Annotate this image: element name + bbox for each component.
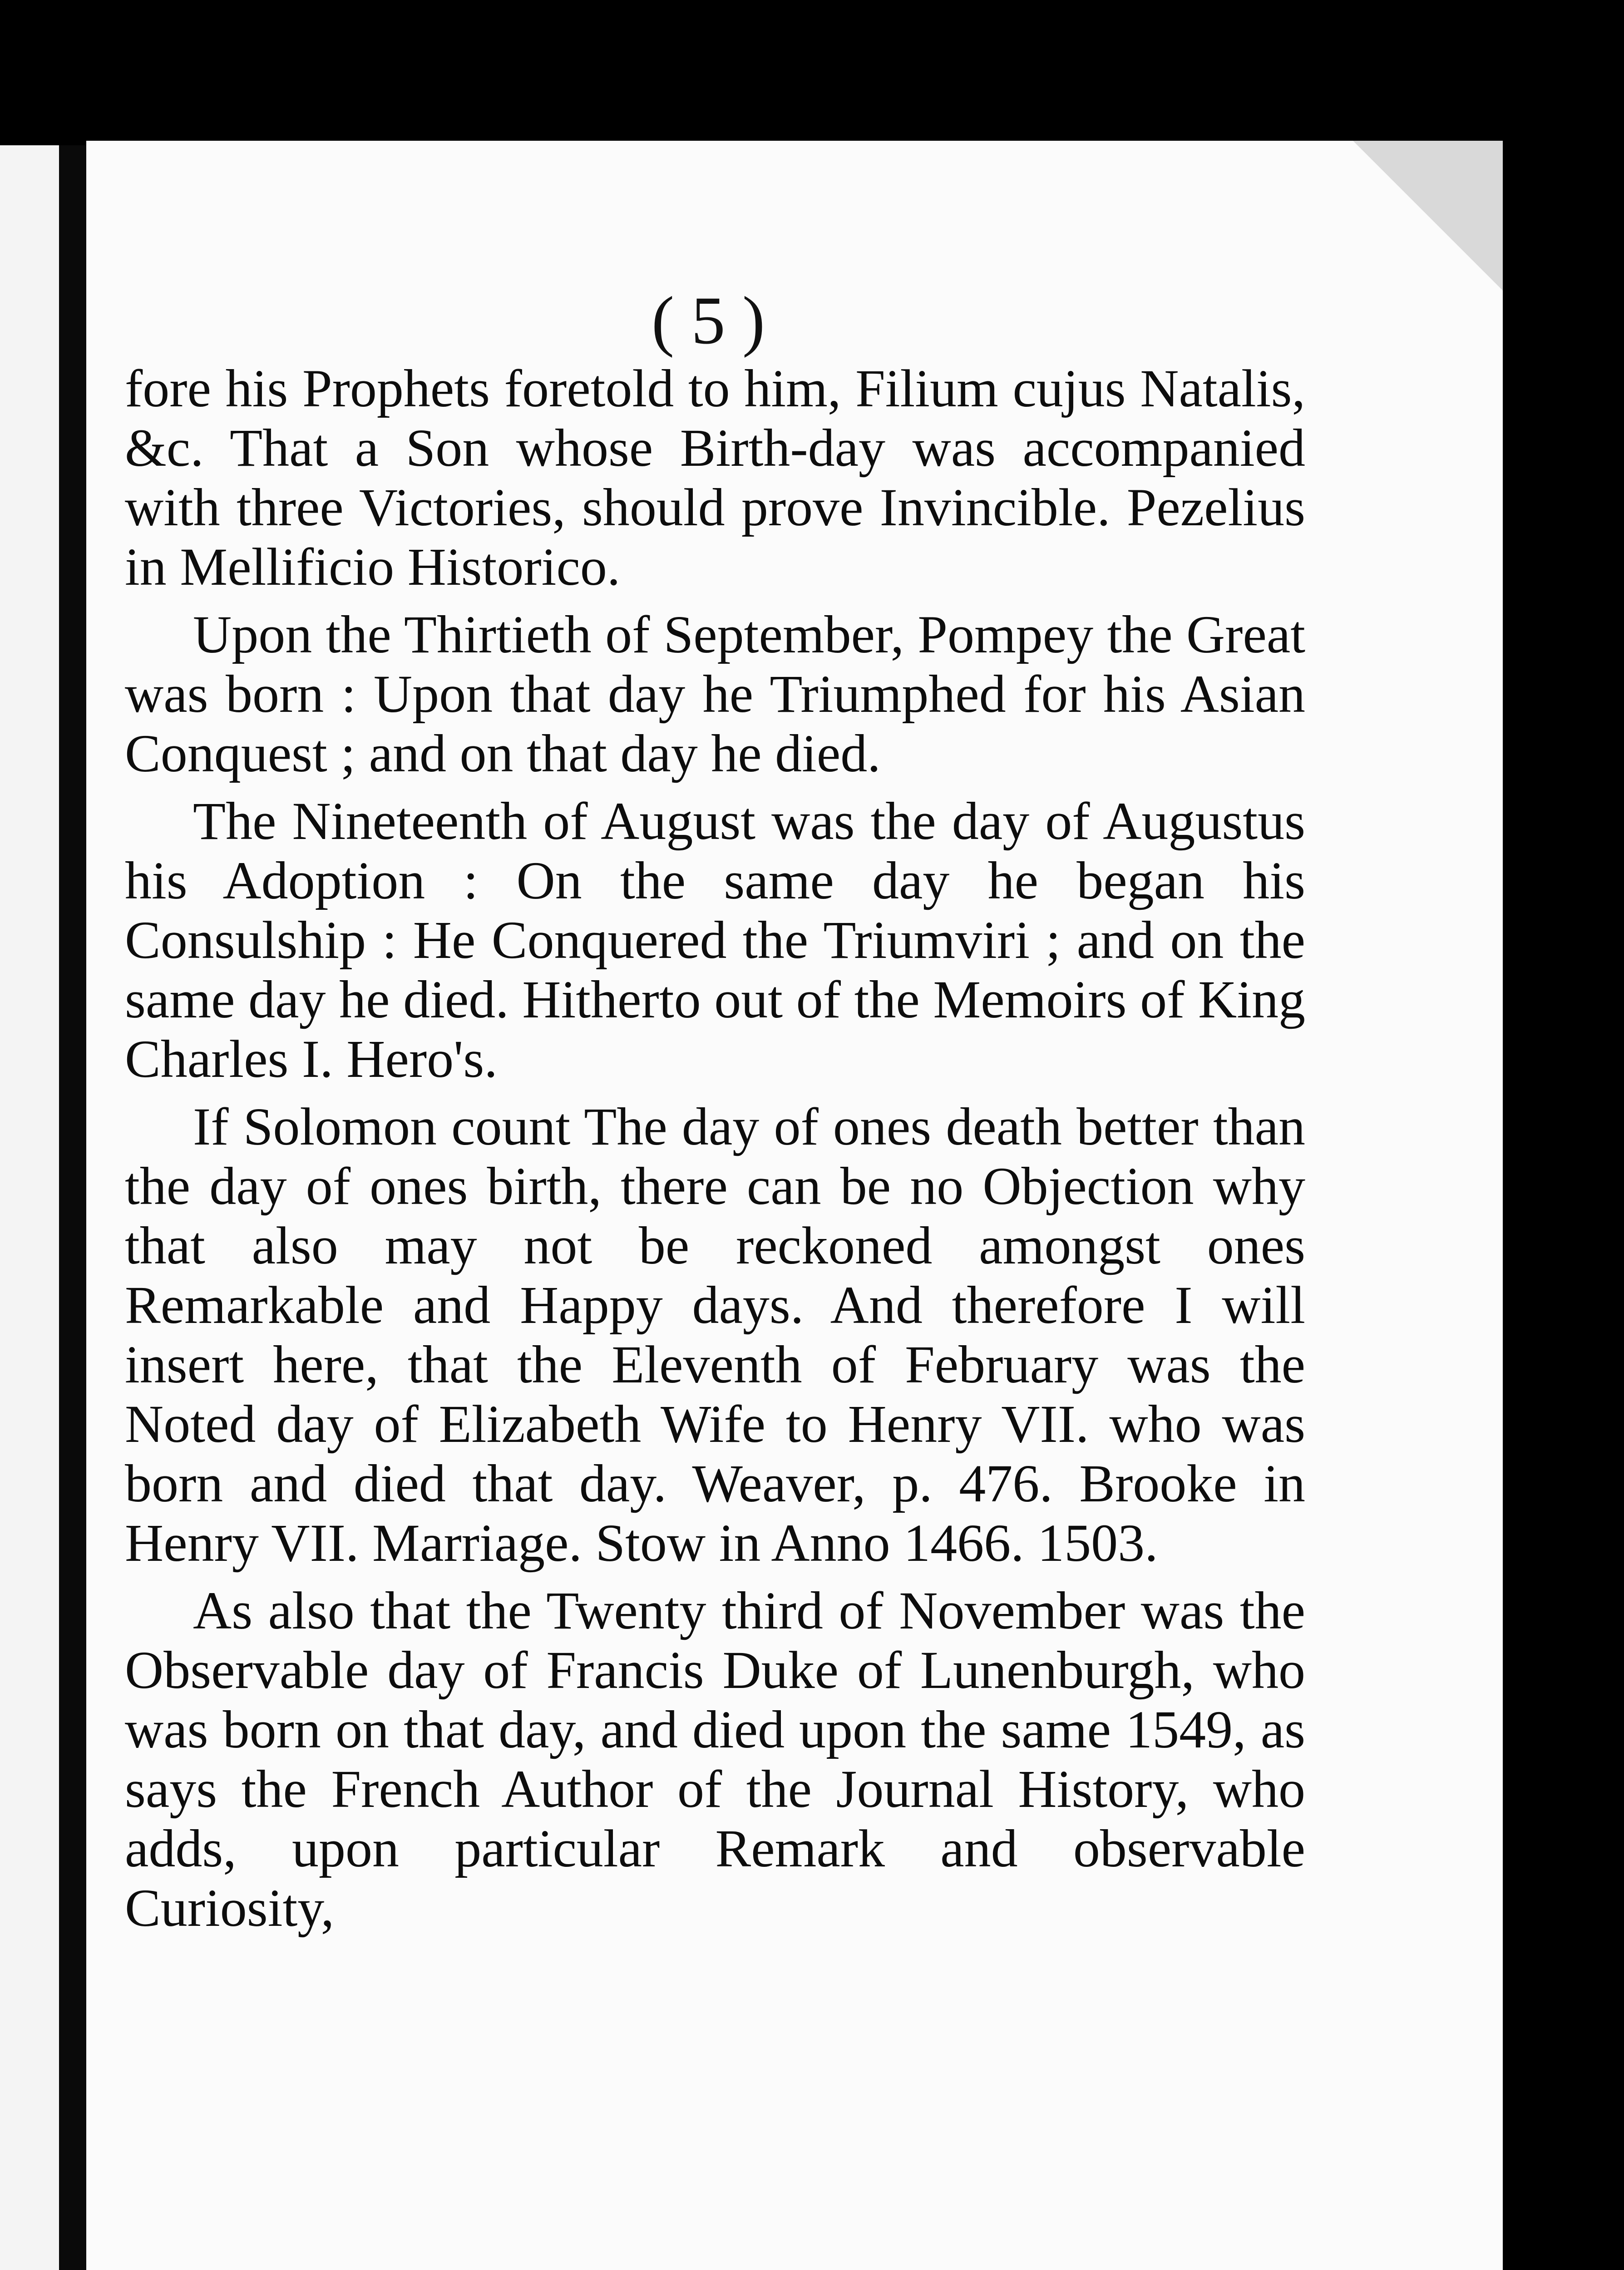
paragraph-pompey: Upon the Thirtieth of September, Pompey the Great was born : Upon that day he Triumphed for his Asian Conquest ; and on that day he died. xyxy=(125,605,1305,783)
previous-page-edge xyxy=(0,145,59,2270)
page-number-header: ( 5 ) xyxy=(652,283,765,358)
paragraph-solomon: If Solomon count The day of ones death better than the day of ones birth, there can be no Objection why that also may not be reckoned amongst ones Remarkable and Happy days. And therefore I will insert here, that the Eleventh of February was the Noted day of Elizabeth Wife to Henry VII. who was born and died that day. Weaver, p. 476. Brooke in Henry VII. Marriage. Stow in Anno 1466. 1503. xyxy=(125,1097,1305,1573)
paragraph-francis: As also that the Twenty third of November was the Observable day of Francis Duke of Lunenburgh, who was born on that day, and died upon the same 1549, as says the French Author of the Journal History, who adds, upon particular Remark and observable Curiosity, xyxy=(125,1581,1305,1938)
book-gutter xyxy=(59,145,86,2270)
paragraph-continuation: fore his Prophets foretold to him, Filium cujus Natalis, &c. That a Son whose Birth-day was accompanied with three Victories, should prove Invincible. Pezelius in Mellificio Historico. xyxy=(125,359,1305,597)
paragraph-augustus: The Nineteenth of August was the day of Augustus his Adoption : On the same day he began his Consulship : He Conquered the Triumviri ; and on the same day he died. Hitherto out of the Memoirs of King Charles I. Hero's. xyxy=(125,791,1305,1089)
book-page xyxy=(86,141,1503,2270)
folded-corner xyxy=(1353,141,1503,291)
page-body xyxy=(125,359,1305,1938)
